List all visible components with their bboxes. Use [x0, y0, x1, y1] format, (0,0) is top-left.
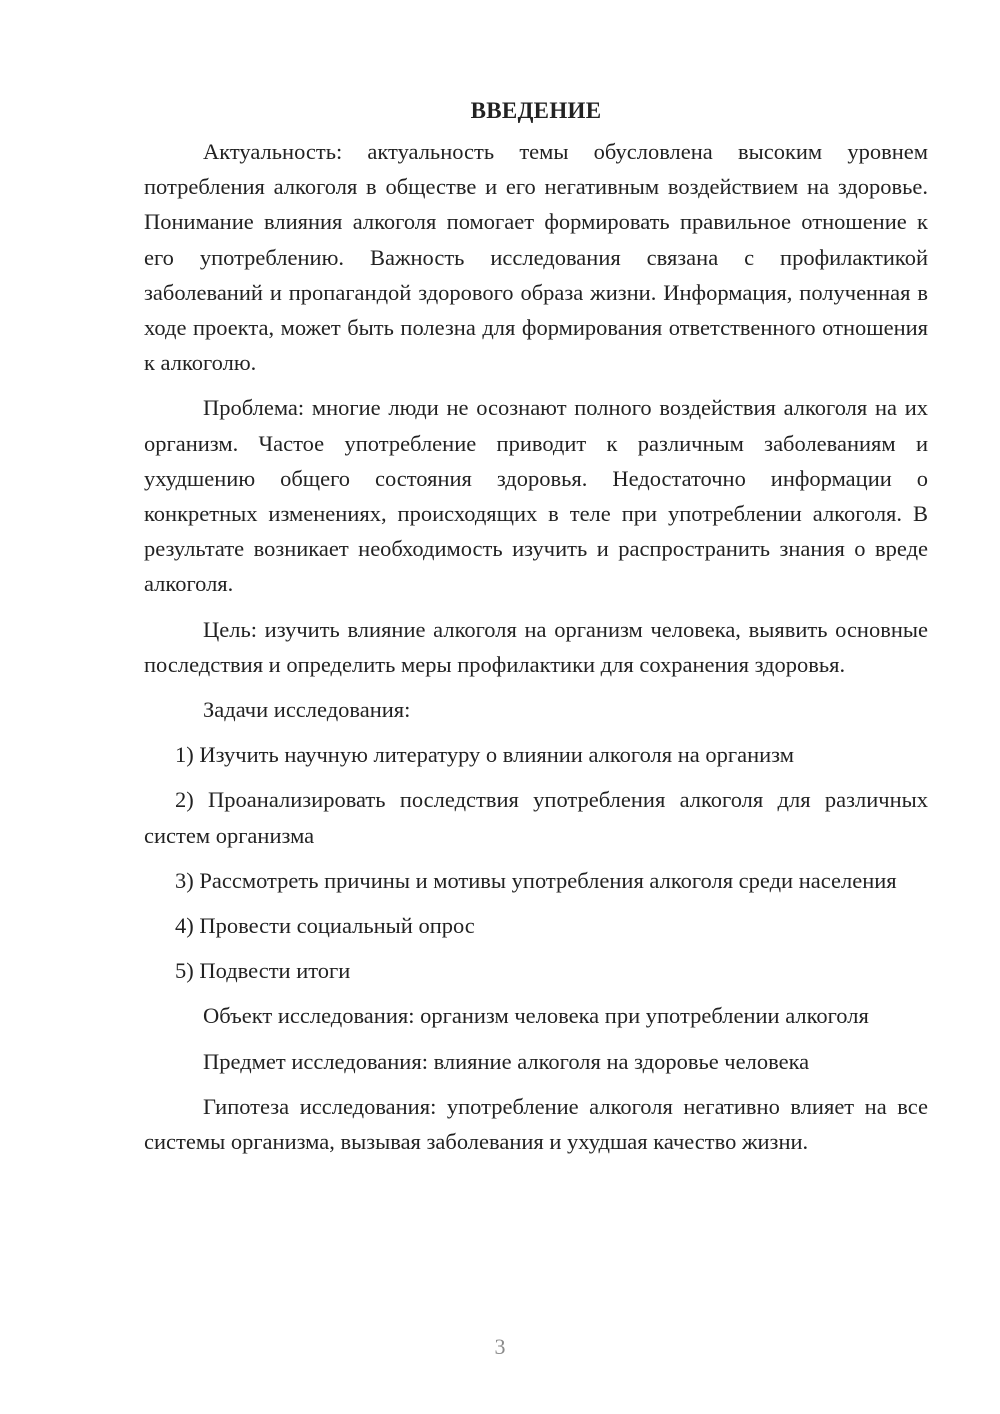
task-item-2: 2) Проанализировать последствия употребления алкоголя для различных систем организма: [144, 787, 928, 848]
problem-paragraph: Проблема: многие люди не осознают полного воздействия алкоголя на их организм. Частое употребление приводит к различным заболеваниям и ухудшению общего состояния здоровья. Недостаточно информации о конкретных изменениях, происходящих в теле при употреблении алкоголя. В результате возникает необходимость изучить и распространить знания о вреде алкоголя.: [144, 395, 928, 597]
goal-paragraph: Цель: изучить влияние алкоголя на организм человека, выявить основные последствия и определить меры профилактики для сохранения здоровья.: [144, 616, 928, 677]
subject-paragraph: Предмет исследования: влияние алкоголя на здоровье человека: [203, 1048, 810, 1074]
task-item-3: 3) Рассмотреть причины и мотивы употребления алкоголя среди населения: [175, 867, 897, 893]
object-paragraph: Объект исследования: организм человека при употреблении алкоголя: [203, 1003, 869, 1029]
relevance-paragraph: Актуальность: актуальность темы обусловлена высоким уровнем потребления алкоголя в обществе и его негативным воздействием на здоровье. Понимание влияния алкоголя помогает формировать правильное отношение к его употреблению. Важность исследования связана с профилактикой заболеваний и пропагандой здорового образа жизни. Информация, полученная в ходе проекта, может быть полезна для формирования ответственного отношения к алкоголю.: [144, 139, 928, 376]
section-title: ВВЕДЕНИЕ: [470, 98, 602, 123]
task-item-1: 1) Изучить научную литературу о влиянии алкоголя на организм: [175, 742, 794, 768]
tasks-heading: Задачи исследования:: [203, 697, 411, 723]
hypothesis-paragraph: Гипотеза исследования: употребление алкоголя негативно влияет на все системы организма, вызывая заболевания и ухудшая качество жизни.: [144, 1093, 928, 1155]
task-item-5: 5) Подвести итоги: [175, 958, 351, 984]
document-body: [144, 94, 928, 1169]
page-number: 3: [494, 1334, 506, 1359]
task-item-4: 4) Провести социальный опрос: [175, 913, 475, 939]
